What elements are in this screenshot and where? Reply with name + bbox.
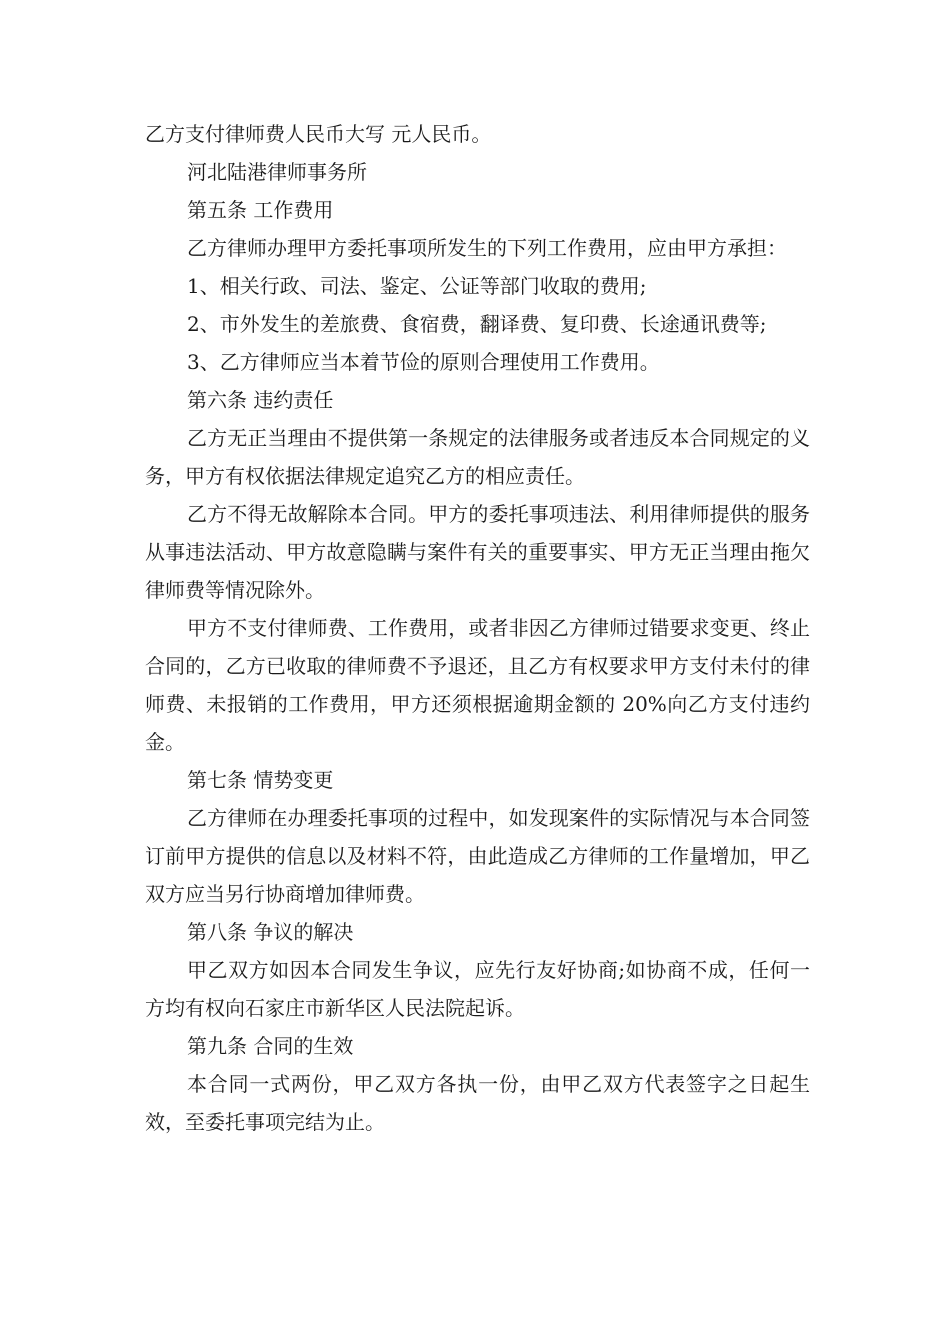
paragraph-breach-2: 乙方不得无故解除本合同。甲方的委托事项违法、利用律师提供的服务从事违法活动、甲方故意隐瞒与案件有关的重要事实、甲方无正当理由拖欠律师费等情况除外。 <box>145 502 810 602</box>
paragraph-change-circumstances: 乙方律师在办理委托事项的过程中，如发现案件的实际情况与本合同签订前甲方提供的信息以及材料不符，由此造成乙方律师的工作量增加，甲乙双方应当另行协商增加律师费。 <box>145 806 810 906</box>
list-item-expense-2: 2、市外发生的差旅费、食宿费，翻译费、复印费、长途通讯费等; <box>187 312 767 336</box>
heading-article-9: 第九条 合同的生效 <box>187 1034 354 1058</box>
paragraph-expenses-intro: 乙方律师办理甲方委托事项所发生的下列工作费用，应由甲方承担： <box>187 236 787 260</box>
heading-article-6: 第六条 违约责任 <box>187 388 334 412</box>
list-item-expense-3: 3、乙方律师应当本着节俭的原则合理使用工作费用。 <box>187 350 660 374</box>
paragraph-law-firm: 河北陆港律师事务所 <box>187 160 367 184</box>
heading-article-8: 第八条 争议的解决 <box>187 920 354 944</box>
paragraph-dispute: 甲乙双方如因本合同发生争议，应先行友好协商;如协商不成，任何一方均有权向石家庄市新华区人民法院起诉。 <box>145 958 810 1020</box>
paragraph-effectiveness: 本合同一式两份，甲乙双方各执一份，由甲乙双方代表签字之日起生效，至委托事项完结为止。 <box>145 1072 810 1134</box>
heading-article-5: 第五条 工作费用 <box>187 198 334 222</box>
list-item-expense-1: 1、相关行政、司法、鉴定、公证等部门收取的费用; <box>187 274 647 298</box>
paragraph-breach-3: 甲方不支付律师费、工作费用，或者非因乙方律师过错要求变更、终止合同的，乙方已收取的律师费不予退还，且乙方有权要求甲方支付未付的律师费、未报销的工作费用，甲方还须根据逾期金额的 20%向乙方支付违约金。 <box>145 616 810 754</box>
paragraph-breach-1: 乙方无正当理由不提供第一条规定的法律服务或者违反本合同规定的义务，甲方有权依据法律规定追究乙方的相应责任。 <box>145 426 810 488</box>
paragraph-fee-amount: 乙方支付律师费人民币大写 元人民币。 <box>145 122 492 146</box>
heading-article-7: 第七条 情势变更 <box>187 768 334 792</box>
document-body <box>145 115 810 1141</box>
